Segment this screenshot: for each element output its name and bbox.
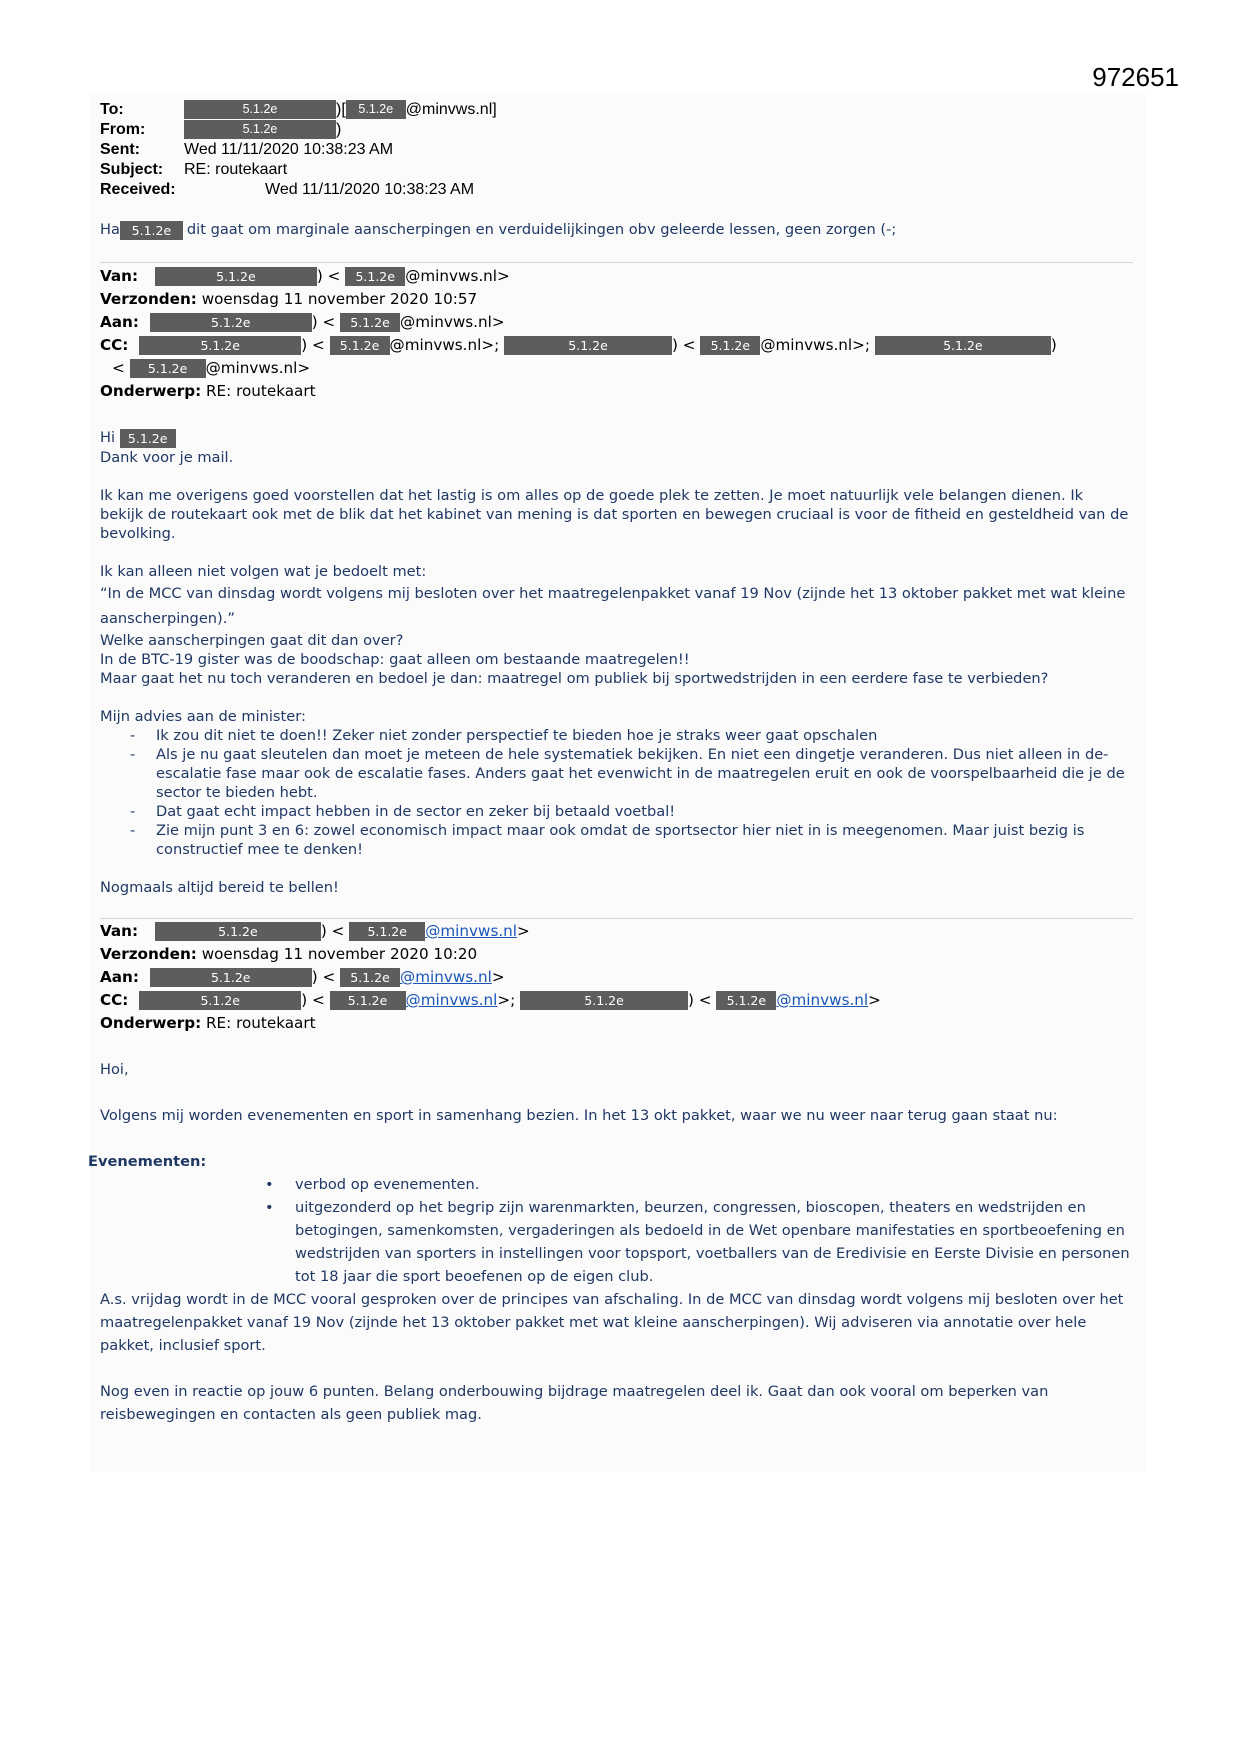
sent-label: Sent: (100, 141, 140, 158)
email-link[interactable]: @minvws.nl (776, 991, 869, 1009)
redaction: 5.1.2e (155, 267, 317, 286)
aan-label: Aan: (100, 313, 139, 331)
paragraph: Volgens mij worden evenementen en sport in samenhang bezien. In het 13 okt pakket, waar we nu weer naar terug gaan staat nu: (100, 1107, 1058, 1124)
reply-prefix: Ha (100, 221, 120, 238)
cc-email: @minvws.nl>; (389, 336, 500, 354)
van-email: @minvws.nl> (405, 267, 510, 285)
cc-email: @minvws.nl>; (760, 336, 870, 354)
message-body (100, 428, 1130, 897)
subject-value: RE: routekaart (184, 161, 288, 178)
paragraph: A.s. vrijdag wordt in de MCC vooral gesproken over de principes van afschaling. In de MCC van dinsdag wordt volgens mij besloten over het maatregelenpakket vanaf 19 Nov (zijnde het 13 oktober pakket met wat kleine aanscherpingen). Wij adviseren via annotatie over hele pakket, inclusief sport. (100, 1291, 1124, 1354)
list-item: • verbod op evenementen. (265, 1173, 1130, 1196)
aan-label: Aan: (100, 968, 139, 986)
list-item: - Zie mijn punt 3 en 6: zowel economisch impact maar ook omdat de sportsector hier niet in is meegenomen. Maar juist bezig is constructief mee te denken! (130, 821, 1130, 859)
email-link[interactable]: @minvws.nl (400, 968, 492, 986)
from-label: From: (100, 121, 146, 138)
received-value: Wed 11/11/2020 10:38:23 AM (265, 181, 475, 198)
redaction: 5.1.2e (346, 100, 406, 119)
subject-label: Subject: (100, 161, 164, 178)
paragraph: Nog even in reactie op jouw 6 punten. Belang onderbouwing bijdrage maatregelen deel ik. Gaat dan ook vooral om beperken van reisbewegingen en contacten als geen publiek mag. (100, 1383, 1049, 1423)
cc-email: @minvws.nl> (205, 359, 311, 377)
redaction: 5.1.2e (120, 221, 183, 240)
list-item: • uitgezonderd op het begrip zijn warenmarkten, beurzen, congressen, bioscopen, theaters en wedstrijden en betogingen, samenkomsten, vergaderingen als bedoeld in de Wet openbare manifestaties en sportbeoefening en wedstrijden van sporters in instellingen voor topsport, voetballers van de Eredivisie en Eerste Divisie en personen tot 18 jaar die sport beoefenen op de eigen club. (265, 1196, 1130, 1288)
list-item: - Als je nu gaat sleutelen dan moet je meteen de hele systematiek bekijken. En niet een dingetje veranderen. Dus niet alleen in de-escalatie fase maar ook de escalatie fases. Anders gaat het evenwicht in de maatregelen eruit en ook de voorspelbaarheid die je de sector te bieden hebt. (130, 745, 1130, 802)
sent-value: Wed 11/11/2020 10:38:23 AM (184, 141, 394, 158)
redaction: 5.1.2e (150, 313, 312, 332)
verzonden-value: woensdag 11 november 2020 10:20 (201, 945, 478, 963)
reply-body (100, 220, 896, 240)
aan-email: @minvws.nl> (400, 313, 505, 331)
verzonden-label: Verzonden: (100, 945, 197, 963)
thanks-text: Dank voor je mail. (100, 448, 234, 466)
redaction: 5.1.2e (716, 991, 776, 1010)
greeting: Hoi, (100, 1061, 129, 1078)
evenementen-section (88, 1150, 1130, 1426)
redaction: 5.1.2e (504, 336, 672, 355)
cc-label: CC: (100, 991, 129, 1009)
reply-text: dit gaat om marginale aanscherpingen en verduidelijkingen obv geleerde lessen, geen zorgen (-; (186, 221, 897, 238)
redaction: 5.1.2e (330, 991, 406, 1010)
redaction: 5.1.2e (700, 336, 760, 355)
redaction: 5.1.2e (184, 100, 336, 119)
redaction: 5.1.2e (184, 120, 336, 139)
separator (100, 918, 1133, 919)
list-item: - Ik zou dit niet te doen!! Zeker niet zonder perspectief te bieden hoe je straks weer gaat opschalen (130, 726, 1130, 745)
redaction: 5.1.2e (155, 922, 321, 941)
redaction: 5.1.2e (130, 359, 206, 378)
paragraph: Welke aanscherpingen gaat dit dan over? (100, 631, 404, 649)
redaction: 5.1.2e (340, 968, 400, 987)
cc-label: CC: (100, 336, 129, 354)
evenementen-list (100, 1173, 1130, 1288)
quote: “In de MCC van dinsdag wordt volgens mij besloten over het maatregelenpakket vanaf 19 Nov (zijnde het 13 oktober pakket met wat kleine aanscherpingen).” (100, 584, 1126, 627)
redaction: 5.1.2e (139, 336, 301, 355)
email-header: To: 5.1.2e )[ 5.1.2e @minvws.nl] From: 5.1.2e ) Sent: Wed 11/11/2020 10:38:23 AM Subject: RE: routekaart Received: Wed 11/11/2020 10:38:23 AM (100, 101, 497, 198)
list-item: - Dat gaat echt impact hebben in de sector en zeker bij betaald voetbal! (130, 802, 1130, 821)
received-label: Received: (100, 181, 176, 198)
greeting: Hi (100, 429, 116, 446)
message-meta: Van: 5.1.2e ) < 5.1.2e @minvws.nl> Verzonden: woensdag 11 november 2020 10:20 Aan: 5.1.2e ) < 5.1.2e @minvws.nl> CC: 5.1.2e ) < 5.1.2e @minvws.nl>; 5.1.2e ) < 5.1.2e @minvws.nl> Onderwerp: RE: routekaart (100, 922, 881, 1032)
to-email-suffix: @minvws.nl] (405, 101, 497, 118)
redaction: 5.1.2e (875, 336, 1051, 355)
van-label: Van: (100, 922, 139, 940)
advies-list (100, 726, 1130, 859)
message-body (100, 1058, 1130, 1127)
separator (100, 262, 1133, 263)
redaction: 5.1.2e (349, 922, 425, 941)
verzonden-value: woensdag 11 november 2020 10:57 (201, 290, 478, 308)
redaction: 5.1.2e (345, 267, 405, 286)
onderwerp-value: RE: routekaart (205, 1014, 316, 1032)
closing: Nogmaals altijd bereid te bellen! (100, 878, 339, 896)
advies-title: Mijn advies aan de minister: (100, 707, 306, 725)
redaction: 5.1.2e (150, 968, 312, 987)
paragraph: Ik kan alleen niet volgen wat je bedoelt met: (100, 562, 427, 580)
redaction: 5.1.2e (120, 429, 176, 448)
van-label: Van: (100, 267, 139, 285)
onderwerp-value: RE: routekaart (205, 382, 316, 400)
onderwerp-label: Onderwerp: (100, 1014, 202, 1032)
paragraph: Maar gaat het nu toch veranderen en bedoel je dan: maatregel om publiek bij sportwedstrijden in een eerdere fase te verbieden? (100, 669, 1049, 687)
redaction: 5.1.2e (520, 991, 688, 1010)
redaction: 5.1.2e (139, 991, 301, 1010)
message-meta: Van: 5.1.2e ) < 5.1.2e @minvws.nl> Verzonden: woensdag 11 november 2020 10:57 Aan: 5.1.2e ) < 5.1.2e @minvws.nl> CC: 5.1.2e ) < 5.1.2e @minvws.nl>; 5.1.2e ) < 5.1.2e @minvws.nl>; 5.1.2e ) < 5.1.2e @minvws.nl> Onderwerp: RE: routekaart (100, 267, 1057, 400)
verzonden-label: Verzonden: (100, 290, 197, 308)
document-number: 972651 (1092, 62, 1179, 92)
evenementen-label: Evenementen: (88, 1153, 207, 1170)
email-link[interactable]: @minvws.nl (405, 991, 498, 1009)
onderwerp-label: Onderwerp: (100, 382, 202, 400)
paragraph: In de BTC-19 gister was de boodschap: gaat alleen om bestaande maatregelen!! (100, 650, 690, 668)
paragraph: Ik kan me overigens goed voorstellen dat het lastig is om alles op de goede plek te zetten. Je moet natuurlijk vele belangen dienen. Ik bekijk de routekaart ook met de blik dat het kabinet van mening is dat sporten en bewegen cruciaal is voor de fitheid en gesteldheid van de bevolking. (100, 486, 1129, 542)
to-label: To: (100, 101, 124, 118)
email-link[interactable]: @minvws.nl (425, 922, 518, 940)
redaction: 5.1.2e (330, 336, 390, 355)
redaction: 5.1.2e (340, 313, 400, 332)
